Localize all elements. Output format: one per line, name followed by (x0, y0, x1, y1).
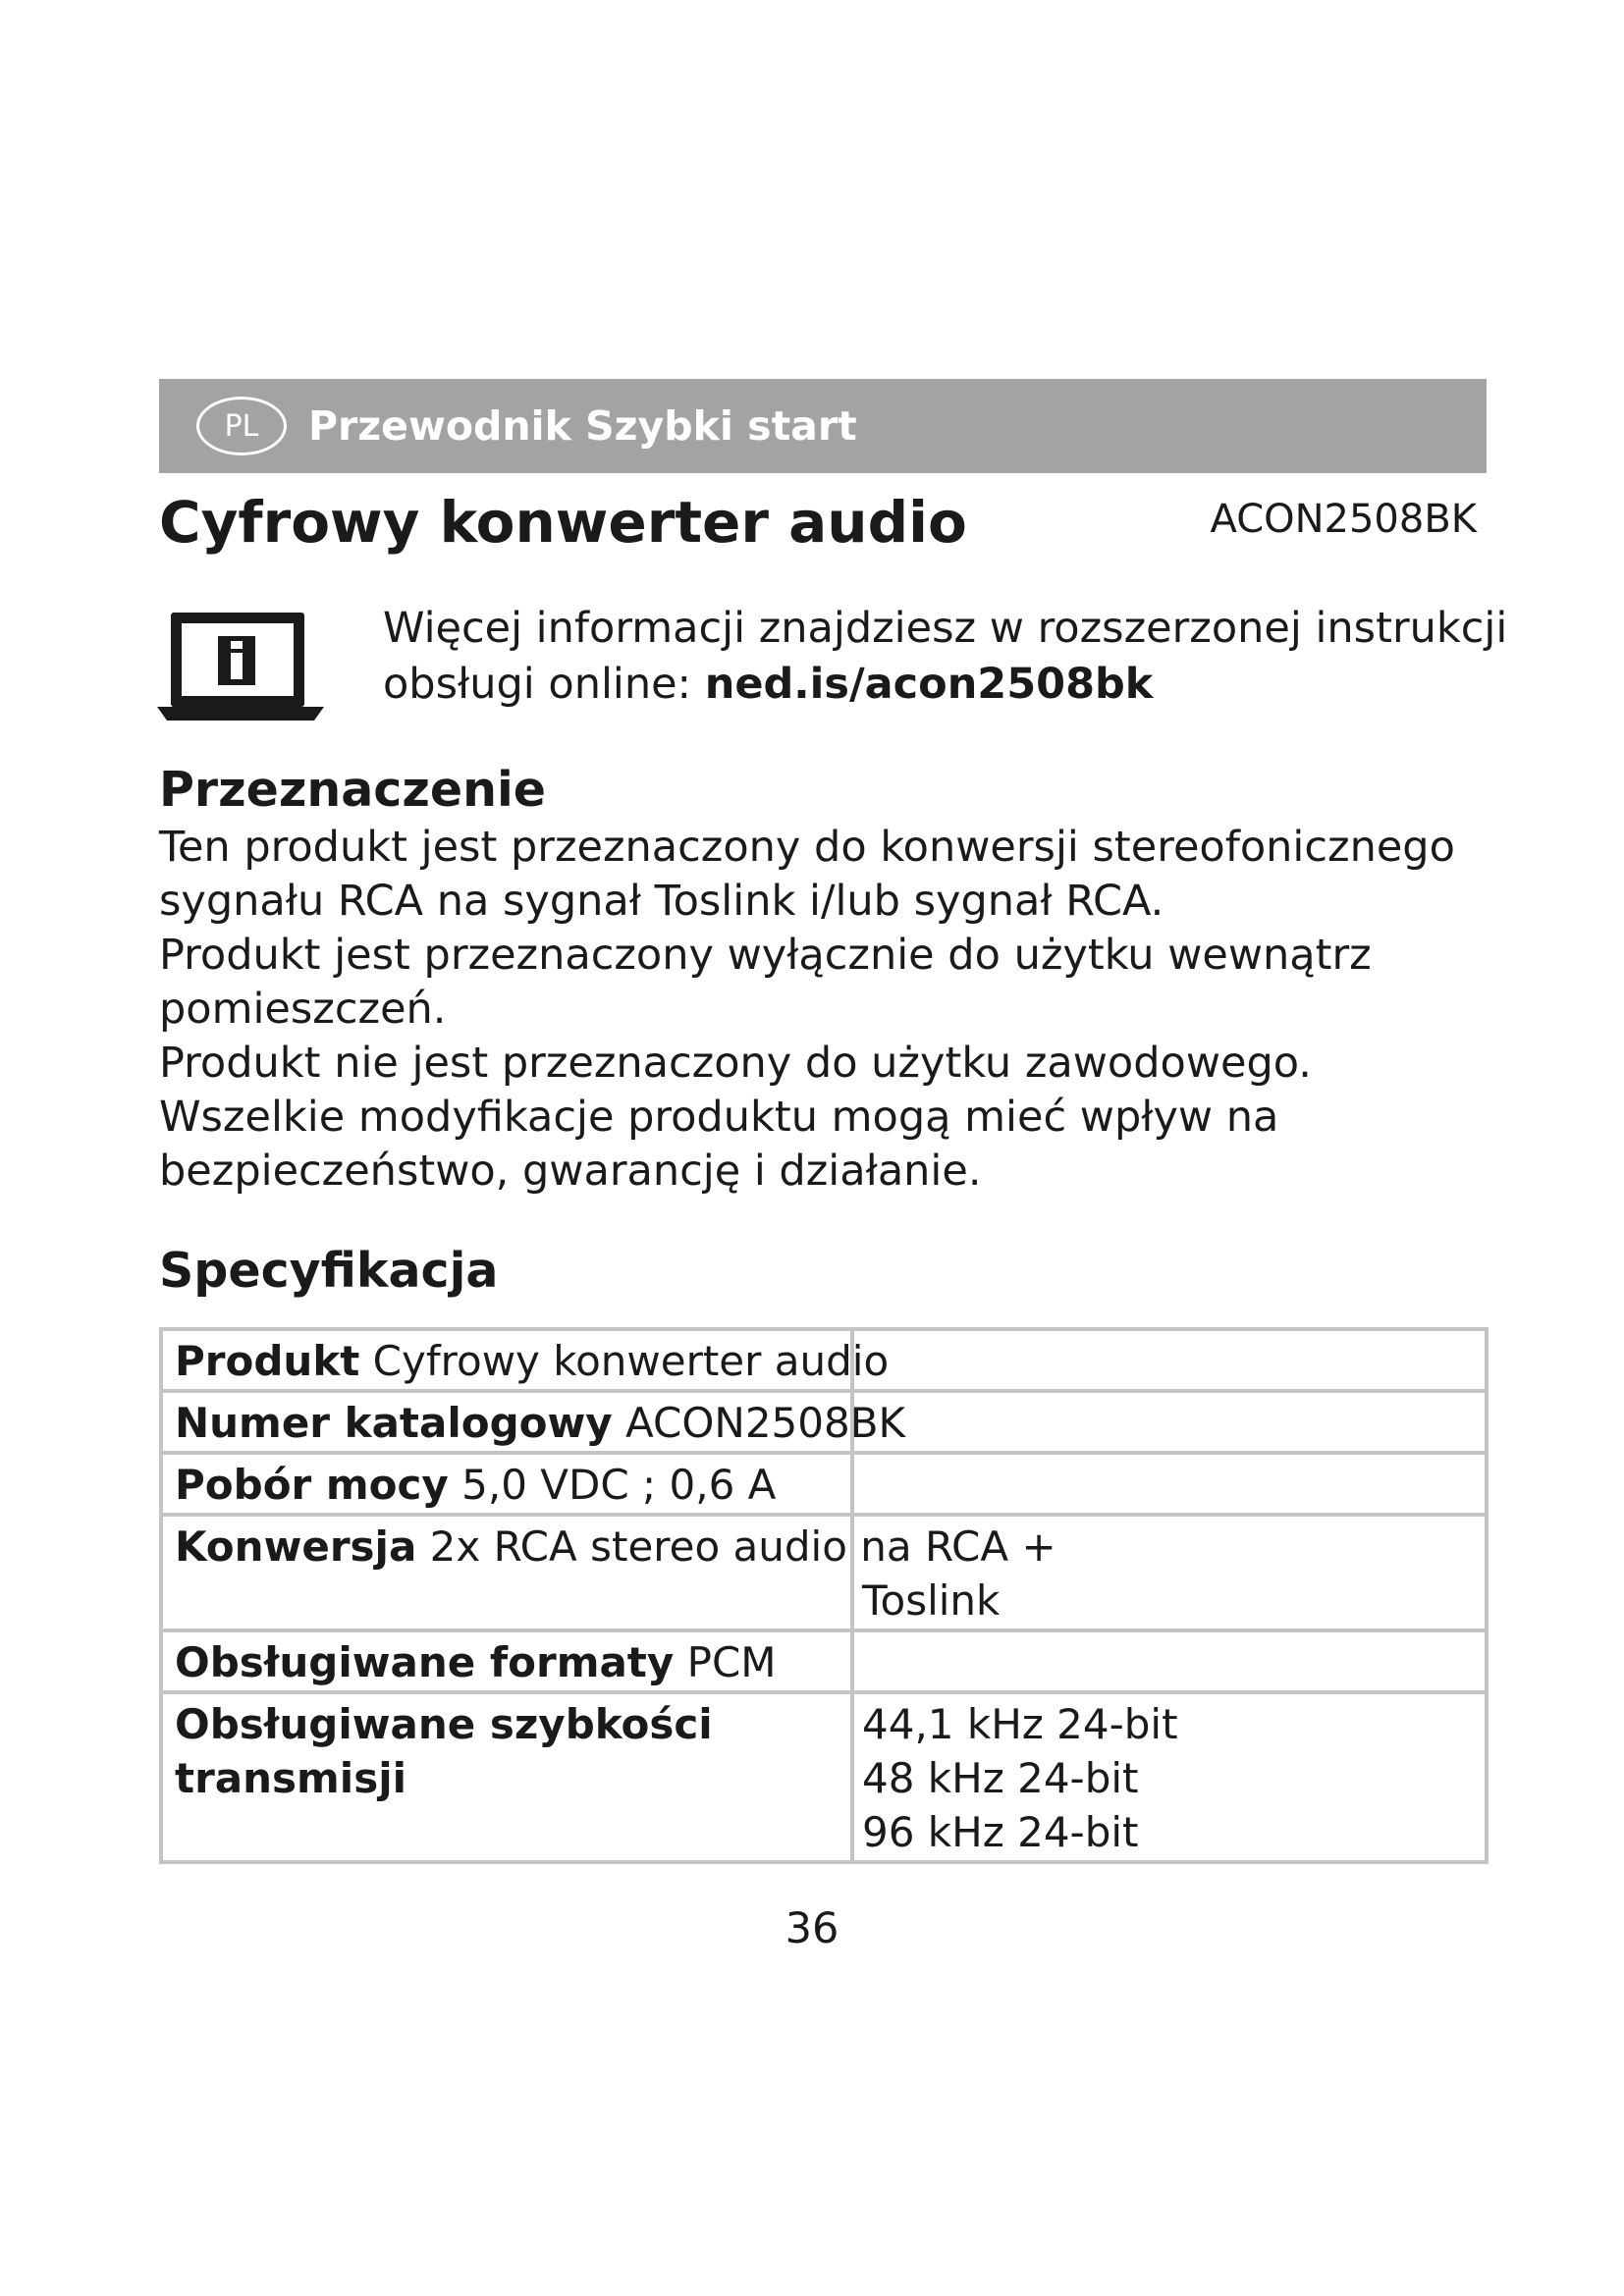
purpose-paragraph: Ten produkt jest przeznaczony do konwersji stereofonicznego sygnału RCA na sygnał Toslink i/lub sygnał RCA. (159, 823, 1455, 926)
spec-table (159, 1327, 1489, 1864)
spec-label: Obsługiwane szybkości transmisji (175, 1700, 713, 1802)
spec-label: Obsługiwane formaty (175, 1638, 675, 1686)
language-badge: PL (196, 397, 287, 455)
spec-value: 96 kHz 24-bit (862, 1808, 1139, 1856)
table-row (161, 1329, 1487, 1391)
laptop-info-icon (157, 605, 324, 722)
table-row (161, 1692, 1487, 1862)
spec-value: 44,1 kHz 24-bit (862, 1700, 1178, 1748)
table-row (161, 1453, 1487, 1515)
section-banner (159, 379, 1487, 473)
spec-cell-left (161, 1692, 852, 1862)
table-row (161, 1391, 1487, 1453)
spec-label: Numer katalogowy (175, 1399, 613, 1447)
spec-cell-right (852, 1329, 1487, 1391)
spec-heading: Specyfikacja (159, 1243, 499, 1299)
spec-cell-right (852, 1692, 1487, 1862)
spec-value: Cyfrowy konwerter audio (359, 1337, 890, 1385)
spec-label: Pobór mocy (175, 1461, 449, 1509)
purpose-heading: Przeznaczenie (159, 762, 547, 818)
purpose-paragraph: Produkt jest przeznaczony wyłącznie do użytku wewnątrz pomieszczeń. (159, 931, 1372, 1034)
spec-cell-right (852, 1391, 1487, 1453)
spec-cell-left (161, 1391, 906, 1453)
spec-cell-left (161, 1630, 852, 1692)
spec-value: Toslink (862, 1576, 1001, 1625)
spec-label: Konwersja (175, 1522, 417, 1571)
table-row (161, 1630, 1487, 1692)
online-manual-note (383, 601, 1507, 713)
manual-link[interactable]: ned.is/acon2508bk (704, 660, 1154, 709)
table-row (161, 1515, 1487, 1630)
purpose-paragraph: Produkt nie jest przeznaczony do użytku zawodowego. (159, 1039, 1312, 1088)
spec-value: ACON2508BK (612, 1399, 906, 1447)
banner-title: Przewodnik Szybki start (308, 402, 857, 450)
spec-cell-left (161, 1329, 890, 1391)
spec-value: PCM (674, 1638, 777, 1686)
spec-label: Produkt (175, 1337, 360, 1385)
spec-cell-left (161, 1453, 852, 1515)
spec-value: 48 kHz 24-bit (862, 1754, 1139, 1802)
spec-value: 2x RCA stereo audio na RCA + (416, 1522, 1056, 1571)
page-number: 36 (785, 1904, 839, 1953)
model-code: ACON2508BK (1210, 497, 1477, 542)
spec-cell-right (852, 1453, 1487, 1515)
purpose-paragraph: Wszelkie modyfikacje produktu mogą mieć wpływ na bezpieczeństwo, gwarancję i działanie. (159, 1093, 1279, 1196)
product-title: Cyfrowy konwerter audio (159, 489, 967, 556)
spec-value: 5,0 VDC ; 0,6 A (448, 1461, 777, 1509)
info-line-1: Więcej informacji znajdziesz w rozszerzonej instrukcji (383, 604, 1508, 653)
info-line-2-prefix: obsługi online: (383, 660, 705, 709)
spec-cell-right (852, 1630, 1487, 1692)
purpose-body (159, 821, 1494, 1199)
info-line-2 (383, 657, 1507, 713)
